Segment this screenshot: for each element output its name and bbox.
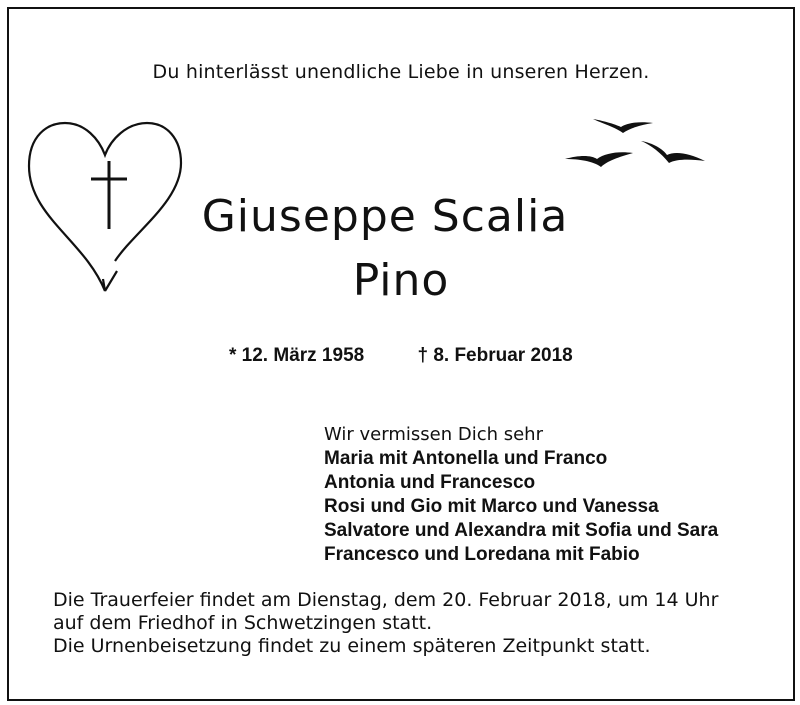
mourners-list (324, 423, 718, 567)
notice-line: Die Trauerfeier findet am Dienstag, dem 20. Februar 2018, um 14 Uhr (53, 589, 719, 611)
birth-date: * 12. März 1958 (229, 345, 365, 366)
obituary-notice (7, 7, 795, 701)
deceased-nickname: Pino (352, 255, 450, 306)
flying-birds-icon (565, 113, 710, 173)
notice-line: Die Urnenbeisetzung findet zu einem späteren Zeitpunkt statt. (53, 635, 651, 657)
funeral-notice (53, 589, 718, 658)
deceased-name: Giuseppe Scalia (201, 191, 569, 242)
life-dates (229, 345, 573, 367)
mourner-name: Antonia und Francesco (324, 472, 536, 493)
notice-line: auf dem Friedhof in Schwetzingen statt. (53, 612, 433, 634)
mourner-name: Francesco und Loredana mit Fabio (324, 544, 640, 565)
death-date: † 8. Februar 2018 (417, 345, 573, 366)
mourner-name: Maria mit Antonella und Franco (324, 448, 608, 469)
mourner-name: Rosi und Gio mit Marco und Vanessa (324, 496, 659, 517)
mourner-name: Salvatore und Alexandra mit Sofia und Sara (324, 520, 719, 541)
mourners-intro: Wir vermissen Dich sehr (324, 424, 543, 445)
motto-text: Du hinterlässt unendliche Liebe in unseren Herzen. (152, 61, 650, 83)
